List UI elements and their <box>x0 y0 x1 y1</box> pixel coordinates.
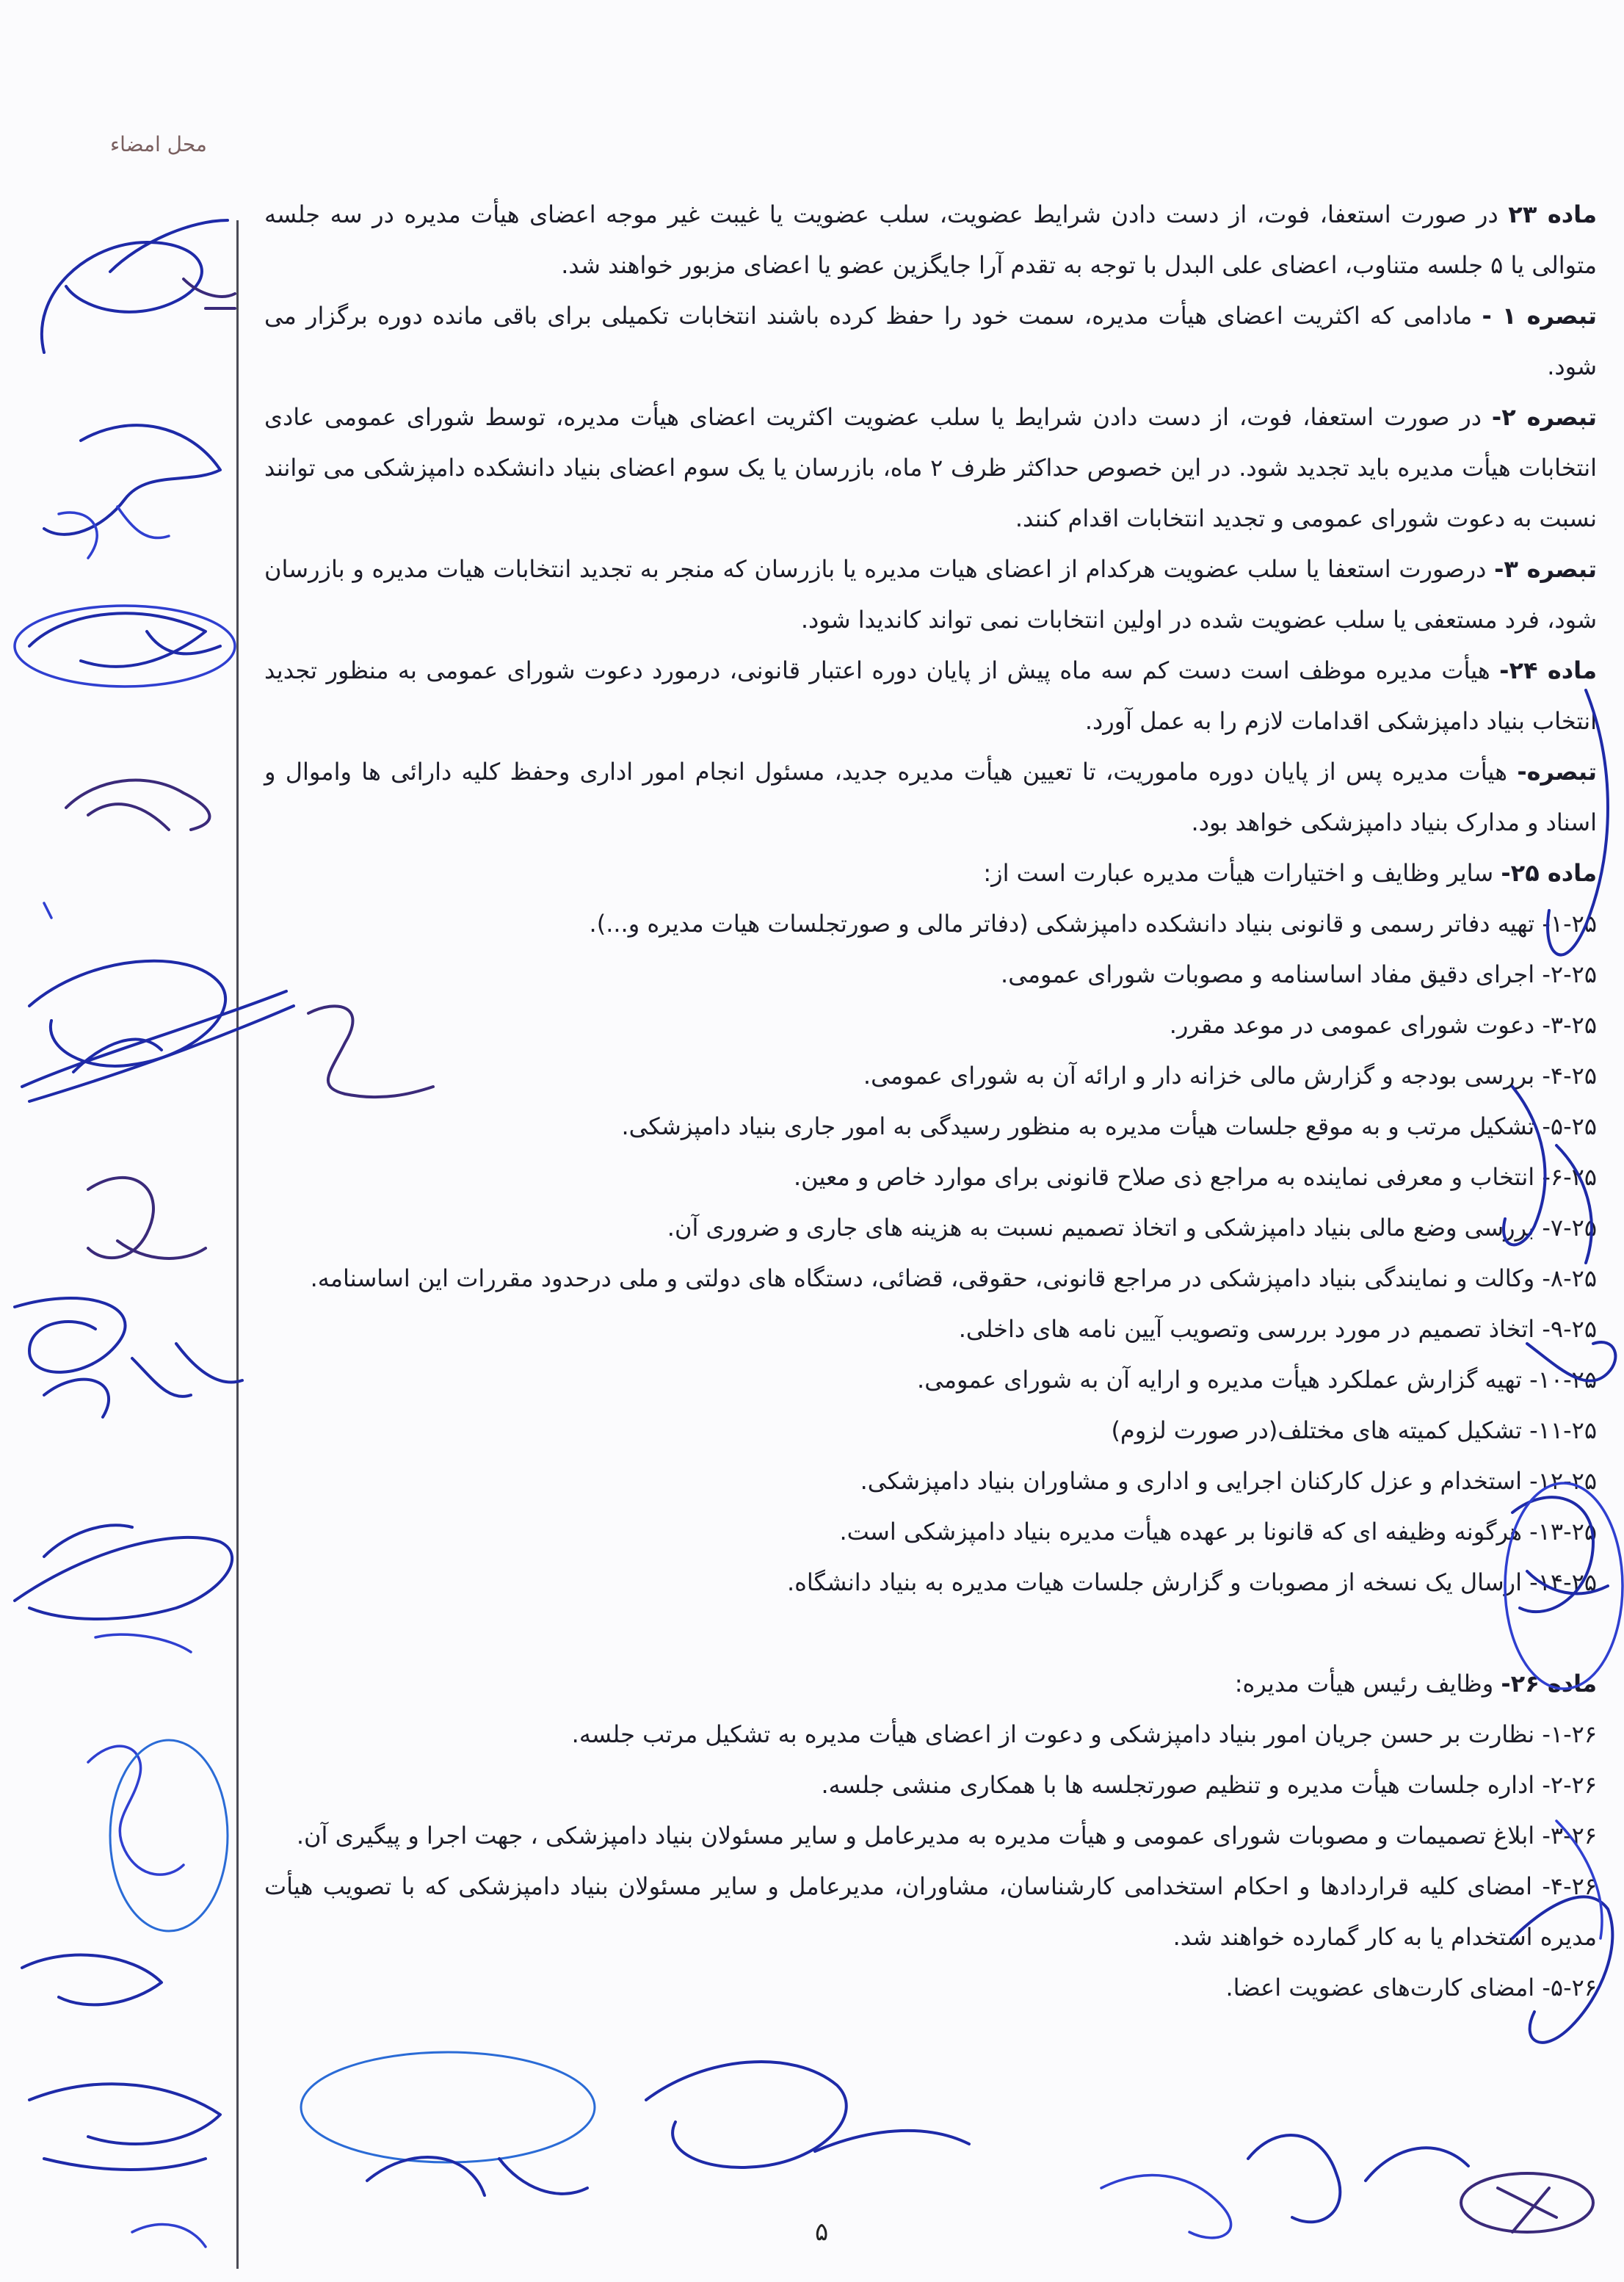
note-text: درصورت استعفا یا سلب عضویت هرکدام از اعضای هیات مدیره یا بازرسان که منجر به تجدید انتخابات هیات مدیره و بازرسان شود، فرد مستعفی یا سلب عضویت شده در اولین انتخابات نمی تواند کاندیدا شود. <box>264 555 1597 634</box>
list-item: ۱-۲۶- نظارت بر حسن جریان امور بنیاد دامپزشکی و دعوت از اعضای هیأت مدیره به تشکیل مرتب جلسه. <box>571 1720 1597 1748</box>
article-text: هیأت مدیره موظف است دست کم سه ماه پیش از پایان دوره اعتبار قانونی، درمورد دعوت شورای عمومی به منظور تجدید انتخاب بنیاد دامپزشکی اقدامات لازم را به عمل آورد. <box>264 656 1597 735</box>
signature <box>301 2052 595 2162</box>
article-text: در صورت استعفا، فوت، از دست دادن شرایط عضویت، سلب عضویت یا غیبت غیر موجه اعضای هیأت مدیره در سه جلسه متوالی یا ۵ جلسه متناوب، اعضای علی البدل با توجه به تقدم آرا جایگزین عضو یا اعضای مزبور خواهند شد. <box>264 200 1597 279</box>
article-heading: ماده ۲۶- <box>1501 1670 1597 1698</box>
list-item: ۹-۲۵- اتخاذ تصمیم در مورد بررسی وتصویب آیین نامه های داخلی. <box>958 1315 1597 1343</box>
list-item: ۱۱-۲۵- تشکیل کمیته های مختلف(در صورت لزوم) <box>1111 1416 1597 1444</box>
list-item: ۲-۲۵- اجرای دقیق مفاد اساسنامه و مصوبات شورای عمومی. <box>1001 960 1597 988</box>
article-heading: ماده ۲۴- <box>1499 656 1598 684</box>
list-item: ۱۳-۲۵- هرگونه وظیفه ای که قانونا بر عهده هیأت مدیره بنیاد دامپزشکی است. <box>839 1518 1597 1546</box>
list-item: ۵-۲۵- تشکیل مرتب و به موقع جلسات هیأت مدیره به منظور رسیدگی به امور جاری بنیاد دامپزشکی. <box>621 1112 1597 1140</box>
list-item: ۱-۲۵- تهیه دفاتر رسمی و قانونی بنیاد دانشکده دامپزشکی (دفاتر مالی و صورتجلسات هیات مدیره و...). <box>589 910 1597 938</box>
article-26 <box>264 1659 1597 1709</box>
signature <box>815 2131 969 2151</box>
article-text: وظایف رئیس هیأت مدیره: <box>1234 1670 1501 1698</box>
note-23-3 <box>264 544 1597 645</box>
note-heading: تبصره ۱ - <box>1482 302 1598 330</box>
margin-divider <box>236 220 239 2269</box>
list-item: ۱۰-۲۵- تهیه گزارش عملکرد هیأت مدیره و ارایه آن به شورای عمومی. <box>917 1366 1597 1394</box>
signature <box>88 1746 184 1875</box>
article-heading: ماده ۲۵- <box>1501 859 1597 887</box>
note-24 <box>264 747 1597 848</box>
list-item: ۸-۲۵- وکالت و نمایندگی بنیاد دامپزشکی در مراجع قانونی، حقوقی، قضائی، دستگاه های دولتی و ملی درحدود مقررات این اساسنامه. <box>310 1264 1597 1292</box>
signature <box>29 1006 294 1101</box>
signature <box>367 2157 587 2195</box>
signature <box>88 1178 206 1258</box>
signature <box>29 613 220 667</box>
list-item: ۶-۲۵- انتخاب و معرفی نماینده به مراجع ذی صلاح قانونی برای موارد خاص و معین. <box>793 1163 1597 1191</box>
signature <box>22 961 286 1087</box>
list-item: ۷-۲۵- بررسی وضع مالی بنیاد دامپزشکی و اتخاذ تصمیم نسبت به هزینه های جاری و ضروری آن. <box>667 1214 1597 1242</box>
note-text: هیأت مدیره پس از پایان دوره ماموریت، تا تعیین هیأت مدیره جدید، مسئول انجام امور اداری وحفظ کلیه دارائی ها واموال و اسناد و مدارک بنیاد دامپزشکی خواهد بود. <box>264 758 1597 836</box>
signature <box>132 2225 206 2247</box>
document-body <box>264 189 1597 2013</box>
signature <box>59 507 169 558</box>
list-item: ۱۲-۲۵- استخدام و عزل کارکنان اجرایی و اداری و مشاوران بنیاد دامپزشکی. <box>860 1467 1597 1495</box>
signature <box>1101 2176 1231 2238</box>
signature <box>184 279 235 308</box>
signature <box>42 220 228 352</box>
list-item: ۴-۲۵- بررسی بودجه و گزارش مالی خزانه دار و ارائه آن به شورای عمومی. <box>863 1062 1597 1090</box>
signature <box>66 780 209 830</box>
signature <box>44 425 220 535</box>
signature <box>15 606 235 687</box>
note-heading: تبصره ۲- <box>1491 403 1598 431</box>
page-number: ۵ <box>815 2217 829 2247</box>
note-23-1 <box>264 291 1597 392</box>
list-item: ۳-۲۵- دعوت شورای عمومی در موعد مقرر. <box>1169 1011 1597 1039</box>
article-24 <box>264 645 1597 747</box>
list-item: ۵-۲۶- امضای کارت‌های عضویت اعضا. <box>1225 1974 1597 2002</box>
signature <box>110 1740 228 1931</box>
list-item: ۴-۲۶- امضای کلیه قراردادها و احکام استخدامی کارشناسان، مشاوران، مدیرعامل و سایر مسئولان بنیاد دامپزشکی که با تصویب هیأت مدیره استخدام یا به کار گمارده خواهند شد. <box>264 1872 1597 1951</box>
article-heading: ماده ۲۳ <box>1508 200 1598 228</box>
signature <box>1461 2173 1593 2232</box>
note-text: در صورت استعفا، فوت، از دست دادن شرایط یا سلب عضویت اکثریت اعضای هیأت مدیره، توسط شورای عمومی عادی انتخابات هیأت مدیره باید تجدید شود. در این خصوص حداکثر ظرف ۲ ماه، بازرسان یا یک سوم اعضای بنیاد دانشکده دامپزشکی می توانند نسبت به دعوت شورای عمومی و تجدید انتخابات اقدام کنند. <box>264 403 1598 532</box>
signature <box>15 1525 232 1619</box>
signature <box>1366 2148 1468 2181</box>
article-25 <box>264 848 1597 899</box>
signature <box>44 903 51 918</box>
signature-area-label: محل امضاء <box>110 132 207 156</box>
note-heading: تبصره ۳- <box>1494 555 1598 583</box>
note-23-2 <box>264 392 1597 544</box>
signature <box>29 2084 220 2170</box>
signature <box>22 1955 162 2005</box>
signature <box>646 2062 847 2167</box>
list-item: ۳-۲۶- ابلاغ تصمیمات و مصوبات شورای عمومی و هیأت مدیره به مدیرعامل و سایر مسئولان بنیاد دامپزشکی ، جهت اجرا و پیگیری آن. <box>296 1822 1597 1850</box>
signature <box>1498 2188 1556 2232</box>
signature <box>1248 2135 1340 2222</box>
signature <box>44 1344 242 1417</box>
section-spacer <box>264 1608 1597 1659</box>
list-item: ۱۴-۲۵- ارسال یک نسخه از مصوبات و گزارش جلسات هیات مدیره به بنیاد دانشگاه. <box>786 1568 1597 1596</box>
list-item: ۲-۲۶- اداره جلسات هیأت مدیره و تنظیم صورتجلسه ها با همکاری منشی جلسه. <box>821 1771 1597 1799</box>
article-text: سایر وظایف و اختیارات هیأت مدیره عبارت است از: <box>983 859 1501 887</box>
signature <box>15 1298 126 1372</box>
article-23 <box>264 189 1597 291</box>
note-heading: تبصره- <box>1517 758 1597 786</box>
note-text: مادامی که اکثریت اعضای هیأت مدیره، سمت خود را حفظ کرده باشند انتخابات تکمیلی برای باقی مانده دوره برگزار می شود. <box>264 302 1597 380</box>
signature <box>95 1634 191 1652</box>
